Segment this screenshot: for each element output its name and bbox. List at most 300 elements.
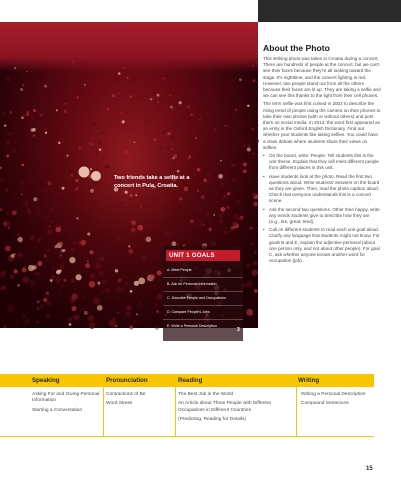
crowd-speckle (84, 76, 86, 78)
speaking-item: Starting a Conversation (32, 407, 83, 413)
crowd-speckle (197, 236, 199, 238)
crowd-speckle (134, 233, 136, 235)
crowd-speckle (153, 212, 155, 214)
crowd-speckle (253, 153, 255, 155)
crowd-speckle (5, 246, 11, 252)
crowd-speckle (76, 217, 78, 219)
crowd-speckle (71, 248, 75, 252)
crowd-speckle (7, 77, 10, 80)
crowd-speckle (105, 185, 107, 187)
crowd-speckle (204, 71, 206, 73)
crowd-speckle (242, 120, 244, 122)
crowd-speckle (99, 148, 101, 150)
crowd-speckle (5, 188, 8, 191)
crowd-speckle (92, 122, 96, 126)
crowd-speckle (223, 155, 226, 158)
crowd-speckle (108, 243, 111, 246)
column-divider (103, 374, 104, 436)
crowd-speckle (153, 198, 156, 201)
crowd-speckle (95, 221, 98, 224)
unit-goal-e: E. Write a Personal Description (167, 324, 217, 328)
crowd-speckle (79, 91, 81, 93)
crowd-speckle (254, 251, 256, 253)
crowd-speckle (20, 181, 24, 185)
crowd-speckle (21, 163, 24, 166)
crowd-speckle (56, 152, 60, 156)
crowd-speckle (257, 70, 259, 72)
crowd-speckle (7, 222, 11, 226)
unit-goal-a: A. Meet People (163, 264, 243, 278)
crowd-speckle (37, 170, 39, 172)
crowd-speckle (101, 132, 104, 135)
crowd-speckle (119, 221, 123, 225)
crowd-speckle (37, 238, 41, 242)
crowd-speckle (246, 281, 253, 288)
crowd-speckle (137, 225, 143, 231)
crowd-speckle (227, 206, 230, 209)
crowd-speckle (73, 241, 77, 245)
crowd-speckle (169, 95, 171, 97)
crowd-speckle (171, 148, 173, 150)
writing-item: Writing a Personal Description (301, 392, 366, 397)
crowd-speckle (28, 265, 34, 271)
crowd-speckle (153, 105, 155, 107)
crowd-speckle (201, 195, 205, 199)
crowd-speckle (217, 157, 219, 159)
crowd-speckle (218, 174, 223, 179)
crowd-speckle (88, 311, 90, 313)
crowd-speckle (89, 250, 93, 254)
crowd-speckle (33, 197, 37, 201)
crowd-speckle (174, 166, 176, 168)
crowd-speckle (46, 86, 49, 89)
crowd-speckle (17, 233, 20, 236)
crowd-speckle (236, 200, 241, 205)
crowd-speckle (31, 70, 33, 72)
crowd-speckle (71, 106, 74, 109)
crowd-speckle (129, 318, 132, 321)
crowd-speckle (129, 95, 132, 98)
crowd-speckle (227, 192, 230, 195)
crowd-speckle (164, 154, 167, 157)
crowd-speckle (36, 137, 39, 140)
crowd-speckle (103, 124, 106, 127)
crowd-speckle (172, 151, 175, 154)
crowd-speckle (99, 256, 104, 261)
crowd-speckle (51, 242, 53, 244)
crowd-speckle (81, 295, 84, 298)
writing-cell (301, 392, 371, 411)
crowd-speckle (89, 322, 96, 329)
crowd-speckle (145, 95, 148, 98)
crowd-speckle (93, 297, 100, 304)
crowd-speckle (213, 214, 215, 216)
crowd-speckle (90, 168, 92, 170)
crowd-speckle (225, 125, 227, 127)
crowd-speckle (215, 149, 217, 151)
reading-item: An Article about Three People with Different Occupations in Different Countries (178, 401, 271, 413)
crowd-speckle (190, 220, 194, 224)
photo-caption: Two friends take a selfie at a concert in Pula, Croatia. (114, 175, 190, 189)
teaching-step: • Have students look at the photo. Read the first two questions aloud. Write students' answers on the board as they are given. Then, read the photo caption aloud. Check that everyone understands this is a concert scene. (263, 174, 381, 205)
crowd-speckle (163, 78, 165, 80)
crowd-speckle (234, 214, 239, 219)
crowd-speckle (40, 101, 43, 104)
crowd-speckle (8, 132, 12, 136)
crowd-speckle (56, 270, 61, 275)
crowd-speckle (162, 130, 166, 134)
crowd-speckle (239, 78, 242, 81)
pronunciation-item: Contractions of Be (106, 392, 146, 397)
teaching-step: • On the board, write: People. Tell students this is the unit theme. Explain that they will meet different people from different places in this unit. (263, 153, 381, 172)
crowd-speckle (134, 281, 139, 286)
crowd-speckle (199, 119, 201, 121)
crowd-speckle (44, 127, 48, 131)
crowd-speckle (7, 305, 15, 313)
crowd-speckle (154, 138, 157, 141)
crowd-speckle (115, 196, 119, 200)
crowd-speckle (237, 218, 239, 220)
crowd-speckle (84, 311, 88, 315)
crowd-speckle (14, 269, 18, 273)
concert-photo (0, 22, 258, 333)
crowd-speckle (74, 121, 76, 123)
crowd-speckle (17, 237, 22, 242)
crowd-speckle (256, 140, 259, 143)
crowd-speckle (215, 97, 217, 99)
crowd-speckle (97, 100, 99, 102)
teaching-step: • Call on different students to read each unit goal aloud. Clarify any language that students might not know. For goals B and E, explain the adjective personal (about one person only, and not about other people). For goal C, ask whether anyone knows another word for occupation (job). (263, 227, 381, 264)
crowd-speckle (89, 274, 95, 280)
crowd-speckle (154, 76, 156, 78)
crowd-speckle (6, 140, 10, 144)
crowd-speckle (78, 271, 80, 273)
crowd-speckle (199, 223, 202, 226)
crowd-speckle (196, 150, 200, 154)
crowd-speckle (104, 288, 110, 294)
crowd-speckle (185, 154, 189, 158)
crowd-speckle (97, 282, 100, 285)
crowd-speckle (126, 312, 131, 317)
crowd-speckle (231, 226, 235, 230)
crowd-speckle (124, 150, 128, 154)
crowd-speckle (197, 168, 201, 172)
crowd-speckle (75, 111, 77, 113)
crowd-speckle (26, 111, 29, 114)
crowd-speckle (157, 94, 160, 97)
crowd-speckle (26, 190, 28, 192)
crowd-speckle (61, 249, 64, 252)
crowd-speckle (85, 263, 90, 268)
crowd-speckle (112, 221, 114, 223)
crowd-speckle (97, 305, 103, 311)
header-dark-block (258, 0, 401, 22)
crowd-speckle (50, 279, 53, 282)
crowd-speckle (22, 267, 27, 272)
crowd-speckle (54, 245, 57, 248)
crowd-speckle (24, 319, 30, 325)
crowd-speckle (109, 319, 117, 327)
crowd-speckle (223, 230, 227, 234)
crowd-speckle (103, 131, 105, 133)
crowd-speckle (149, 274, 154, 279)
crowd-speckle (173, 154, 177, 158)
crowd-speckle (71, 293, 77, 299)
crowd-speckle (215, 142, 218, 145)
crowd-speckle (251, 243, 254, 246)
crowd-speckle (233, 178, 236, 181)
crowd-speckle (231, 163, 235, 167)
crowd-speckle (252, 269, 258, 275)
crowd-speckle (122, 120, 125, 123)
crowd-speckle (250, 227, 253, 230)
crowd-speckle (87, 315, 94, 322)
reading-item: (Predicting, Reading for Details) (178, 417, 246, 423)
crowd-speckle (90, 189, 94, 193)
crowd-speckle (6, 212, 9, 215)
crowd-speckle (47, 181, 51, 185)
crowd-speckle (68, 317, 72, 321)
crowd-speckle (33, 134, 36, 137)
crowd-speckle (96, 119, 98, 121)
crowd-speckle (205, 213, 209, 217)
crowd-speckle (58, 290, 61, 293)
crowd-speckle (67, 130, 70, 133)
crowd-speckle (130, 290, 133, 293)
crowd-speckle (37, 261, 42, 266)
crowd-speckle (66, 155, 68, 157)
crowd-speckle (126, 77, 128, 79)
crowd-speckle (17, 141, 19, 143)
crowd-speckle (219, 214, 224, 219)
crowd-speckle (116, 99, 118, 101)
crowd-speckle (37, 301, 39, 303)
crowd-speckle (222, 211, 225, 214)
crowd-speckle (93, 241, 95, 243)
crowd-speckle (71, 278, 76, 283)
crowd-speckle (182, 70, 184, 72)
crowd-speckle (170, 105, 173, 108)
crowd-speckle (177, 170, 180, 173)
crowd-speckle (89, 281, 96, 288)
writing-header: Writing (298, 377, 320, 384)
crowd-speckle (149, 251, 153, 255)
crowd-speckle (243, 170, 247, 174)
skills-bottom-rule (0, 436, 374, 437)
crowd-speckle (129, 194, 132, 197)
crowd-speckle (227, 213, 229, 215)
crowd-speckle (136, 313, 138, 315)
crowd-speckle (94, 259, 98, 263)
crowd-speckle (62, 285, 64, 287)
crowd-speckle (65, 103, 67, 105)
crowd-speckle (59, 265, 64, 270)
crowd-speckle (165, 231, 170, 236)
crowd-speckle (63, 210, 65, 212)
crowd-speckle (99, 142, 102, 145)
pronunciation-header: Pronunciation (106, 377, 148, 384)
crowd-speckle (124, 191, 127, 194)
crowd-speckle (65, 242, 67, 244)
crowd-speckle (125, 204, 127, 206)
crowd-speckle (195, 137, 197, 139)
crowd-speckle (37, 272, 40, 275)
crowd-speckle (89, 142, 92, 145)
crowd-speckle (37, 212, 40, 215)
crowd-speckle (129, 326, 133, 330)
crowd-speckle (153, 224, 158, 229)
reading-cell (178, 392, 292, 427)
crowd-speckle (191, 114, 193, 116)
crowd-speckle (87, 186, 91, 190)
crowd-speckle (138, 277, 145, 284)
crowd-speckle (4, 124, 6, 126)
crowd-speckle (87, 260, 89, 262)
teaching-steps-list (263, 153, 381, 264)
crowd-speckle (183, 198, 186, 201)
crowd-speckle (81, 188, 83, 190)
unit-goals-panel (163, 246, 243, 341)
crowd-speckle (203, 224, 205, 226)
lit-face (79, 167, 90, 178)
crowd-speckle (232, 221, 237, 226)
photo-page-marker: 3 (237, 327, 240, 333)
pronunciation-cell (106, 392, 172, 411)
unit-goal-c: C. Describe People and Occupations (163, 292, 243, 306)
writing-item: Compound Sentences (301, 401, 349, 407)
crowd-speckle (63, 174, 67, 178)
crowd-speckle (191, 161, 194, 164)
crowd-speckle (37, 308, 39, 310)
crowd-speckle (113, 70, 115, 72)
crowd-speckle (253, 79, 256, 82)
crowd-speckle (86, 104, 89, 107)
crowd-speckle (237, 125, 239, 127)
crowd-speckle (59, 167, 61, 169)
about-paragraph-2: The term selfie was first coined in 2002 to describe the rising trend of people using the camera on their phones to take their own photos (with or without others) and post them on social media. In 2013, the word first appeared as an entry in the Oxford English Dictionary. Find out whether your students like taking selfies. You could have a class debate where students share their views on selfies. (263, 101, 381, 150)
crowd-speckle (155, 303, 158, 306)
crowd-speckle (44, 293, 50, 299)
crowd-speckle (38, 118, 40, 120)
column-divider (296, 374, 297, 436)
crowd-speckle (98, 271, 104, 277)
crowd-speckle (115, 236, 121, 242)
crowd-speckle (22, 277, 29, 284)
crowd-speckle (64, 110, 67, 113)
crowd-speckle (21, 194, 23, 196)
crowd-speckle (140, 205, 142, 207)
crowd-speckle (247, 144, 250, 147)
crowd-speckle (13, 214, 15, 216)
lit-face (91, 171, 101, 181)
crowd-speckle (160, 146, 164, 150)
crowd-speckle (118, 298, 120, 300)
crowd-speckle (157, 270, 162, 275)
crowd-speckle (50, 207, 55, 212)
crowd-speckle (109, 124, 111, 126)
crowd-speckle (6, 154, 9, 157)
crowd-speckle (117, 278, 121, 282)
crowd-speckle (69, 200, 73, 204)
crowd-speckle (39, 304, 44, 309)
crowd-speckle (243, 162, 247, 166)
crowd-speckle (87, 232, 90, 235)
crowd-speckle (21, 110, 24, 113)
crowd-speckle (226, 196, 228, 198)
crowd-speckle (36, 207, 40, 211)
crowd-speckle (59, 241, 63, 245)
crowd-speckle (69, 257, 75, 263)
crowd-speckle (72, 314, 78, 320)
speaking-header: Speaking (32, 377, 60, 384)
crowd-speckle (179, 197, 182, 200)
crowd-speckle (157, 109, 159, 111)
crowd-speckle (142, 75, 144, 77)
crowd-speckle (44, 254, 47, 257)
crowd-speckle (214, 129, 216, 131)
crowd-speckle (126, 305, 132, 311)
crowd-speckle (69, 236, 71, 238)
crowd-speckle (101, 279, 107, 285)
crowd-speckle (89, 73, 92, 76)
crowd-speckle (107, 108, 110, 111)
unit-goal-b: B. Ask for Personal Information (163, 278, 243, 292)
crowd-speckle (46, 301, 51, 306)
crowd-speckle (252, 192, 257, 197)
crowd-speckle (171, 80, 174, 83)
crowd-speckle (36, 146, 39, 149)
crowd-speckle (155, 252, 157, 254)
crowd-speckle (8, 79, 11, 82)
crowd-speckle (58, 142, 61, 145)
crowd-speckle (16, 325, 18, 327)
pronunciation-item: Word Stress (106, 401, 133, 407)
crowd-speckle (174, 127, 177, 130)
crowd-speckle (76, 211, 79, 214)
crowd-speckle (253, 261, 258, 266)
crowd-speckle (155, 218, 160, 223)
crowd-speckle (227, 125, 231, 129)
crowd-speckle (146, 130, 148, 132)
crowd-speckle (118, 72, 121, 75)
unit-goal-d: D. Compare People's Jobs (163, 306, 243, 320)
crowd-speckle (23, 114, 25, 116)
crowd-speckle (31, 128, 35, 132)
crowd-speckle (56, 109, 58, 111)
page-number: 15 (366, 466, 373, 472)
crowd-speckle (242, 143, 246, 147)
crowd-speckle (53, 132, 56, 135)
crowd-speckle (124, 235, 126, 237)
column-divider (175, 374, 176, 436)
crowd-speckle (170, 136, 174, 140)
crowd-speckle (45, 132, 47, 134)
crowd-speckle (166, 228, 169, 231)
crowd-speckle (75, 274, 81, 280)
crowd-speckle (228, 174, 230, 176)
crowd-speckle (44, 216, 47, 219)
crowd-speckle (157, 101, 159, 103)
crowd-speckle (115, 269, 118, 272)
crowd-speckle (132, 79, 134, 81)
crowd-speckle (13, 150, 16, 153)
crowd-speckle (17, 284, 20, 287)
crowd-speckle (29, 280, 36, 287)
crowd-speckle (127, 86, 129, 88)
unit-goals-title: UNIT 1 GOALS (166, 250, 240, 261)
crowd-speckle (117, 65, 119, 67)
crowd-speckle (4, 326, 6, 328)
